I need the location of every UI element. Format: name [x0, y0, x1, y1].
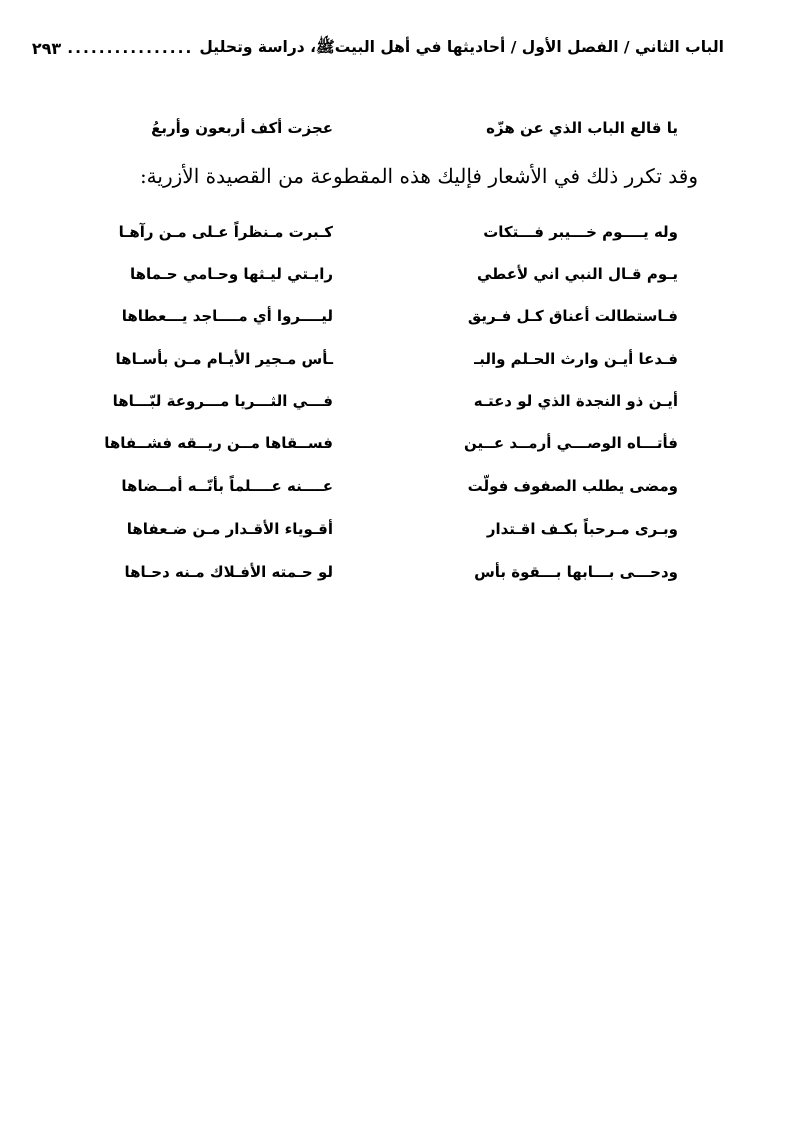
poem-verse [104, 434, 678, 460]
verse-first-hemistich: أيـن ذو النجدة الذي لو دعتـه [473, 392, 678, 410]
running-header [31, 34, 724, 62]
verse-first-hemistich: يـوم قـال النبي اني لأعطي [477, 265, 678, 283]
verse-second-hemistich: كـبرت مـنظراً عـلى مـن رآهـا [118, 223, 333, 241]
verse-first-hemistich: فأتـــاه الوصـــي أرمــد عــين [464, 434, 678, 452]
verse-first-hemistich: ودحـــى بـــابها بـــقوة بأس [474, 563, 678, 581]
poem-verse [112, 392, 678, 418]
verse-second-hemistich: فـــي الثـــريا مـــروعة لبّـــاها [112, 392, 333, 410]
poem-verse [115, 350, 678, 376]
intro-paragraph: وقد تكرر ذلك في الأشعار فإليك هذه المقطوعة من القصيدة الأزرية: [139, 164, 698, 188]
poem-verse [120, 477, 678, 503]
poem-verse [120, 563, 678, 589]
header-dot-leader: ................ [67, 39, 194, 57]
verse-first-hemistich: يا قالع الباب الذي عن هزّه [486, 119, 678, 137]
verse-second-hemistich: لو حـمته الأفـلاك مـنه دحـاها [124, 563, 333, 581]
verse-first-hemistich: وله يــــوم خـــيبر فـــتكات [483, 223, 678, 241]
verse-second-hemistich: أقـوياء الأقـدار مـن ضـعفاها [126, 520, 333, 538]
verse-second-hemistich: عــــنه عــــلماً بأنّــه أمــضاها [121, 477, 333, 495]
header-title: الباب الثاني / الفصل الأول / أحاديثها في أهل البيتﷺ، دراسة وتحليل [199, 37, 724, 56]
opening-verse [120, 119, 678, 145]
poem-verse [120, 223, 678, 249]
verse-second-hemistich: رايـتي ليـثها وحـامي حـماها [129, 265, 333, 283]
verse-first-hemistich: فـاستطالت أعناق كـل فـريق [467, 307, 678, 325]
poem-verse [120, 265, 678, 291]
verse-second-hemistich: ـأس مـجير الأيـام مـن بأسـاها [115, 350, 333, 368]
verse-first-hemistich: وبـرى مـرحباً بكـف اقـتدار [486, 520, 678, 538]
verse-second-hemistich: ليــــروا أي مــــاجد يـــعطاها [121, 307, 333, 325]
verse-second-hemistich: فســقاها مــن ريــقه فشــفاها [104, 434, 333, 452]
poem-verse [120, 307, 678, 333]
page-number: ٢٩٣ [31, 38, 62, 58]
verse-first-hemistich: ومضى يطلب الصفوف فولّت [467, 477, 678, 495]
poem-verse [120, 520, 678, 546]
verse-second-hemistich: عجزت أكف أربعون وأربعُ [151, 119, 333, 137]
verse-first-hemistich: فـدعا أيـن وارث الحـلم والبـ [474, 350, 678, 368]
